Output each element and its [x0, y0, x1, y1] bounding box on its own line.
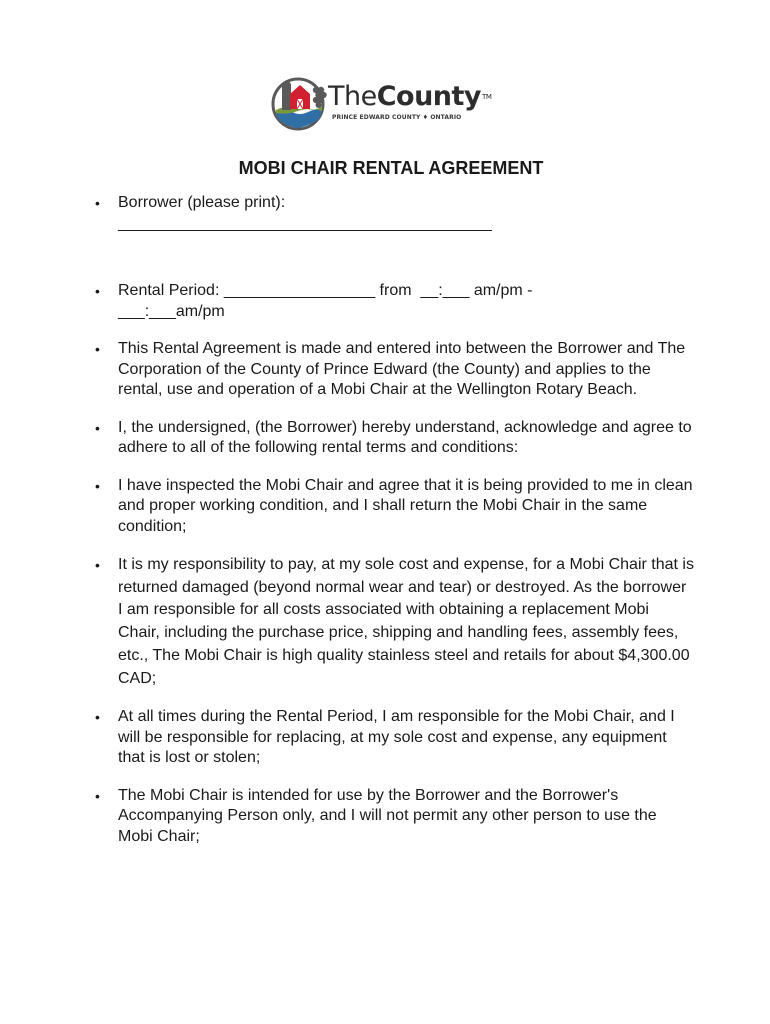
barn-logo-icon [270, 74, 330, 132]
clause-text: Borrower (please print): [118, 194, 286, 211]
clause-list [95, 193, 695, 847]
borrower-name-blank[interactable]: __________________________________________ [118, 214, 492, 232]
bullet-icon: • [95, 341, 100, 357]
bullet-icon: • [95, 557, 100, 573]
bullet-icon: • [95, 283, 100, 299]
clause-text: It is my responsibility to pay, at my sole cost and expense, for a Mobi Chair that is returned damaged (beyond normal wear and tear) or destroyed. As the borrower I am responsible for all costs associated with obtaining a replacement Mobi Chair, including the purchase price, shipping and handling fees, assembly fees, etc., The Mobi Chair is high quality stainless steel and retails for about $4,300.00 CAD; [118, 556, 694, 687]
bullet-icon: • [95, 787, 100, 804]
bullet-icon: • [95, 477, 100, 494]
county-logo [270, 74, 490, 134]
list-item [95, 786, 695, 848]
clause-text: I, the undersigned, (the Borrower) hereby understand, acknowledge and agree to adhere to all of the following rental terms and conditions: [118, 418, 692, 456]
list-item [95, 476, 695, 538]
bullet-icon: • [95, 419, 100, 436]
rental-period-end-time[interactable]: ___:___am/pm [118, 302, 225, 320]
list-item [95, 418, 695, 459]
logo-wordmark: TheCounty™ [328, 81, 492, 112]
clause-text: This Rental Agreement is made and entered into between the Borrower and The Corporation of the County of Prince Edward (the County) and applies to the rental, use and operation of a Mobi Chair at the Wellington Rotary Beach. [118, 340, 686, 398]
list-item [95, 707, 695, 769]
clause-text: At all times during the Rental Period, I am responsible for the Mobi Chair, and I will be responsible for replacing, at my sole cost and expense, any equipment that is lost or stolen; [118, 708, 675, 767]
page-title: MOBI CHAIR RENTAL AGREEMENT [238, 158, 544, 178]
list-item [95, 281, 695, 322]
bullet-icon: • [95, 709, 100, 726]
clause-text: The Mobi Chair is intended for use by the Borrower and the Borrower's Accompanying Person only, and I will not permit any other person to use the Mobi Chair; [118, 786, 657, 845]
list-item [95, 339, 695, 401]
rental-period-line[interactable]: Rental Period: _________________ from __:___ am/pm - [118, 282, 533, 299]
list-item [95, 554, 695, 690]
clause-text: I have inspected the Mobi Chair and agree that it is being provided to me in clean and proper working condition, and I shall return the Mobi Chair in the same condition; [118, 476, 693, 535]
logo-subtitle: PRINCE EDWARD COUNTY ♦ ONTARIO [332, 114, 462, 121]
bullet-icon: • [95, 195, 100, 211]
list-item [95, 193, 695, 234]
